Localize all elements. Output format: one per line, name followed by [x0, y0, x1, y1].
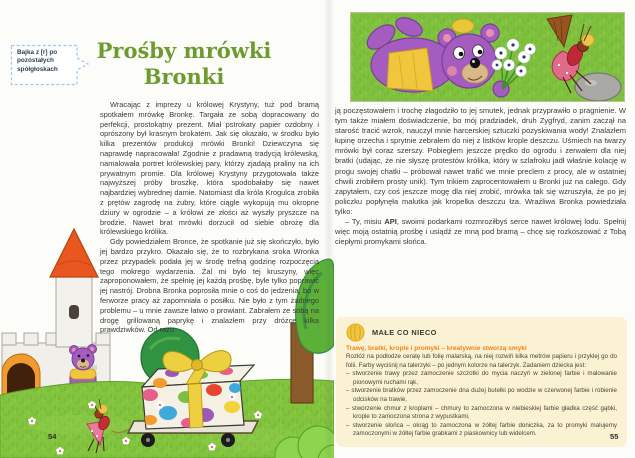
tower-roof [50, 229, 98, 277]
bear-name: API [384, 217, 397, 227]
activity-list-item: – stworzenie trawy przez zamoczenie szczotki do mycia naczyń w zielonej farbie i malowanie pionowymi ruchami rąk, [346, 370, 617, 386]
story-paragraph: Wracając z imprezy u królowej Krystyny, tuż pod bramą spotkałem mrówkę Bronkę. Targała ze sobą dopracowany do perfekcji, prostokątny prezent. Miał pstrokaty papier ozdobny i oprószony był krasnym brokatem. Jak się okazało, w środku było kilka prezentów produkcji mrówki Bronki! Dziewczyna się naprawdę napracowała! Zgodnie z pradawną tradycją królewską, namalowała portret królewskiej pary, którzy zjadają praliny na ich prywatnym promie. Dla królowej Krystyny przygotowała także najwyższej próby broszkę, która spodobałaby się nawet najbardziej wybrednej damie. Natomiast dla króla Krogulca zrobiła z prętów zagrodę na żubry, które ciągle wykopują mu okropne dziury w ogrodzie – a królowi ze złości aż wyszły pryszcze na brodzie. Nawet brat mrówki dorzucił od siebie obrożę dla królewskiego królika. [100, 100, 319, 237]
dialogue-suffix: , swoimi podarkami rozmroziłbyś serce nawet królowej lodu. Spełnij więc moją ostatnią prośbę i usiądź ze mną pod bramą – chcę się rozkoszować z Tobą ciepłymi promykami słońca. [335, 217, 627, 247]
activity-box-subtitle: Trawę, bratki, krople i promyki – kreatywnie stworzą smyki [346, 345, 527, 352]
margin-tab-label: Bajka z [r] po pozostałych spółgłoskach [17, 49, 58, 73]
story-text-left [100, 100, 319, 335]
bear-hat [452, 19, 474, 33]
activity-box [336, 317, 627, 447]
story-paragraph: Gdy powiedziałem Bronce, że spotkanie już się skończyło, było jej bardzo przykro. Okazało się, że to rozbrykana sroka Wronka przez przypadek podała jej w środę trefną godzinę rozpoczęcia tego mokrego wydarzenia. Żal mi było tej kruszyny, więc zaproponowałem, że spełnię jej każdą prośbę, byle tylko poprawić jej nastrój. Drobna Bronka poprosiła mnie o coś do jedzenia, bo w ferworze pracy aż zapomniała o posiłku. Nie było z tym żadnego problemu – u mnie zawsze łatwo o prowiant. Zabrałem ze sobą na drogę grillowaną paprykę i znalazłem przy dróżce kilka prawdziwków. Od razu [100, 237, 319, 335]
story-paragraph-dialogue [335, 217, 626, 247]
story-paragraph: ją poczęstowałem i trochę złagodziło to jej smutek, jednak przyprawiło o pragnienie. W tym także miałem doświadczenie, bo mój pradziadek, druh Zygfryd, zanim zaczął na starość tracić wzrok, nauczył mnie harcerskiej sztuczki pozyskiwania wody! Znalazłem łupinę orzecha i sprytnie zebrałem do niej z listków krople deszczu. Uśmiech na twarzy mrówki był coraz szerszy. Pobiegłem jeszcze prędko do ogrodu i zerwałem dla niej bratki (udając, że nie słyszę protestów królika, który w szlafroku jadł właśnie kolację w progu swojej chatki – próbował nawet trafić we mnie preclem z procy, ale w ostatniej chwili zrobiłem prosty unik). Tym trikiem zaprocentowałem u Bronki już na całego. Gdy zapytałem, czy coś jeszcze mogę dla niej zrobić, mrówka tak się wzruszyła, że po jej policzku popłynęła malutka jak kropelka deszczu łza. Wrażliwa Bronka powiedziała tylko: [335, 106, 626, 216]
activity-list-item: – stworzenie chmur z kroplami – chmury to zamoczona w niebieskiej farbie gładka część gąbki, krople to zamoczona strona z wypustkami, [346, 404, 617, 421]
page-number-left: 54 [48, 432, 57, 441]
activity-box-intro: Rozłóż na podłodze ceratę lub folię malarską, na niej rozwiń kilka metrów papieru i przyklej go do folii. Farby wyciśnij na talerzyki – po jednym kolorze na talerzyk. Zadaniem dziecka jest: [346, 353, 617, 369]
bear-ant-illustration [350, 12, 625, 102]
activity-box-header: MAŁE CO NIECO [372, 328, 437, 337]
page-number-right: 55 [610, 432, 619, 441]
story-text-right [335, 106, 626, 247]
margin-tab [10, 44, 92, 86]
activity-list-item: – stworzenie bratków przez zamoczenie dna dużej butelki po wodzie w czerwonej farbie i robienie odcisków na trawie, [346, 387, 617, 403]
activity-list-item: – stworzenie słońca – okrąg to zamoczona w żółtej farbie doniczka, za to promyki malujemy zamoczonymi w żółtej farbie grabkami z piaskownicy lub widelcem. [346, 421, 617, 438]
dialogue-prefix: – Ty, misiu [345, 217, 385, 227]
yarn-ball-icon [346, 323, 365, 342]
bear-shirt [387, 48, 433, 91]
page-title: Prośby mrówki Bronki [96, 38, 272, 89]
